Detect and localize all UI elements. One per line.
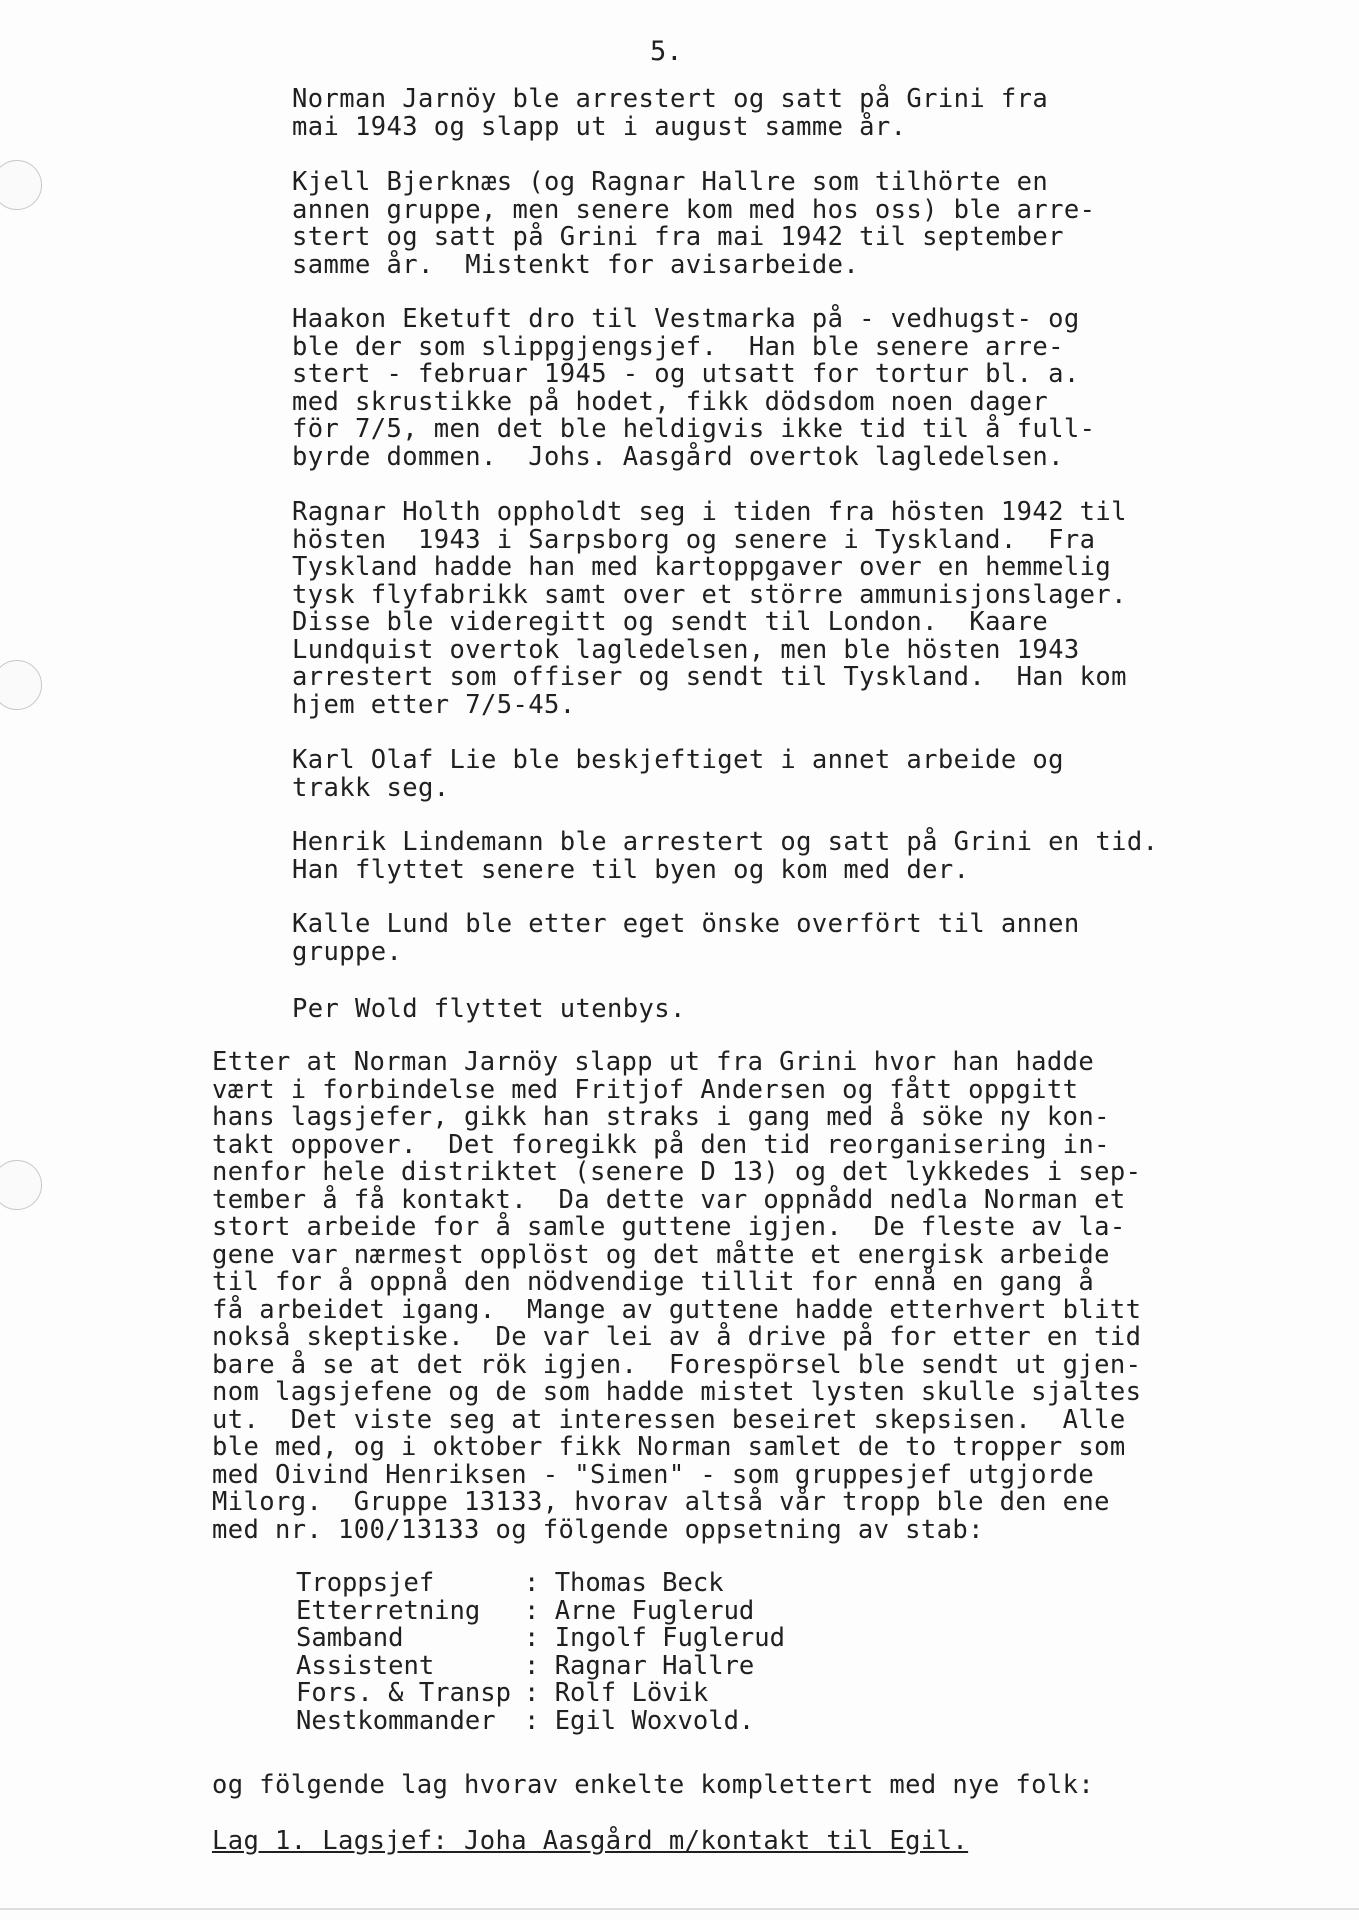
staff-name: : Egil Woxvold. [524, 1705, 755, 1736]
staff-row [296, 1570, 785, 1598]
main-paragraph: Etter at Norman Jarnöy slapp ut fra Grini hvor han hadde vært i forbindelse med Fritjof Andersen og fått oppgitt hans lagsjefer, gikk han straks i gang med å söke ny kon- takt oppover. Det foregikk på den tid reorganisering in- nenfor hele distriktet (senere D 13) og det lykkedes i sep- tember å få kontakt. Da dette var oppnådd nedla Norman et stort arbeide for å samle guttene igjen. De fleste av la- gene var nærmest opplöst og det måtte et energisk arbeide til for å oppnå den nödvendige tillit for ennå en gang å få arbeidet igang. Mange av guttene hadde etterhvert blitt nokså skeptiske. De var lei av å drive på for etter en tid bare å se at det rök igjen. Forespörsel ble sendt ut gjen- nom lagsjefene og de som hadde mistet lysten skulle sjaltes ut. Det viste seg at interessen beseiret skepsisen. Alle ble med, og i oktober fikk Norman samlet de to tropper som med Oivind Henriksen - "Simen" - som gruppesjef utgjorde Milorg. Gruppe 13133, hvorav altså vår tropp ble den ene med nr. 100/13133 og fölgende oppsetning av stab: [212, 1047, 1142, 1545]
closing-line: og fölgende lag hvorav enkelte komplettert med nye folk: [212, 1770, 1095, 1800]
staff-role: Assistent [296, 1650, 481, 1681]
staff-row [296, 1625, 785, 1653]
staff-name: : Rolf Lövik [524, 1678, 709, 1708]
page-number: 5. [650, 36, 683, 67]
lag-1-line: Lag 1. Lagsjef: Joha Aasgård m/kontakt til Egil. [212, 1826, 969, 1856]
staff-name: : Arne Fuglerud [524, 1595, 755, 1626]
staff-role: Troppsjef [296, 1568, 481, 1598]
staff-row [296, 1680, 785, 1708]
staff-row [296, 1650, 785, 1681]
paragraph-lie: Karl Olaf Lie ble beskjeftiget i annet arbeide og trakk seg. [292, 745, 1064, 803]
staff-row [296, 1595, 785, 1626]
staff-role: Samband [296, 1623, 481, 1653]
staff-name: : Ingolf Fuglerud [524, 1623, 785, 1653]
paragraph-bjerknaes: Kjell Bjerknæs (og Ragnar Hallre som tilhörte en annen gruppe, men senere kom med hos oss) ble arre- stert og satt på Grini fra mai 1942 til september samme år. Mistenkt for avisarbeide. [292, 167, 1096, 280]
staff-name: : Thomas Beck [524, 1568, 724, 1598]
paragraph-holth: Ragnar Holth oppholdt seg i tiden fra hösten 1942 til hösten 1943 i Sarpsborg og senere i Tyskland. Fra Tyskland hadde han med kartoppgaver over en hemmelig tysk flyfabrikk samt over et större ammunisjonslager. Disse ble videregitt og sendt til London. Kaare Lundquist overtok lagledelsen, men ble hösten 1943 arrestert som offiser og sendt til Tyskland. Han kom hjem etter 7/5-45. [292, 497, 1127, 720]
staff-name: : Ragnar Hallre [524, 1650, 755, 1681]
scan-edge [0, 1908, 1359, 1910]
punch-hole [0, 660, 42, 710]
paragraph-jarnoy: Norman Jarnöy ble arrestert og satt på Grini fra mai 1943 og slapp ut i august samme år. [292, 84, 1049, 142]
punch-hole [0, 1160, 42, 1210]
punch-hole [0, 160, 42, 210]
staff-role: Nestkommander [296, 1705, 511, 1736]
paragraph-lindemann: Henrik Lindemann ble arrestert og satt på Grini en tid. Han flyttet senere til byen og kom med der. [292, 827, 1159, 885]
staff-list [296, 1570, 785, 1735]
staff-role: Etterretning [296, 1595, 481, 1626]
paragraph-eketuft: Haakon Eketuft dro til Vestmarka på - vedhugst- og ble der som slippgjengsjef. Han ble senere arre- stert - februar 1945 - og utsatt for tortur bl. a. med skrustikke på hodet, fikk dödsdom noen dager för 7/5, men det ble heldigvis ikke tid til å full- byrde dommen. Johs. Aasgård overtok lagledelsen. [292, 304, 1096, 472]
staff-role: Fors. & Transp [296, 1678, 511, 1708]
paragraph-lund: Kalle Lund ble etter eget önske overfört til annen gruppe. [292, 909, 1080, 967]
paragraph-wold: Per Wold flyttet utenbys. [292, 994, 686, 1024]
staff-row [296, 1705, 785, 1736]
